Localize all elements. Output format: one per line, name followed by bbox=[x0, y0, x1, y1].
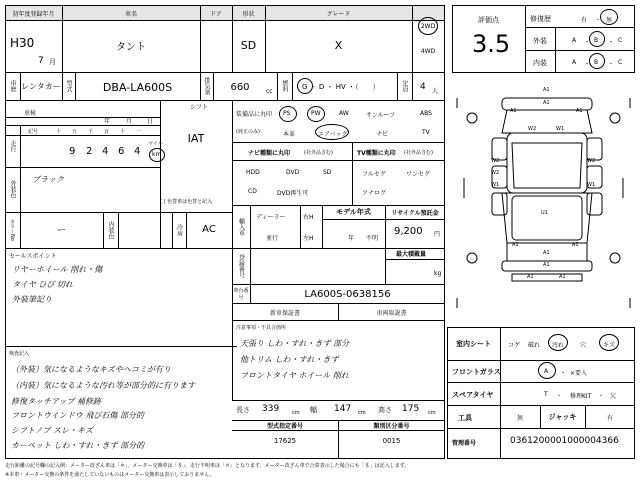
equip-abs: ABS bbox=[420, 110, 432, 117]
parallel-label: 並行 bbox=[266, 235, 279, 242]
mark-16: A1 bbox=[527, 274, 534, 280]
reg-month-value: 7 bbox=[38, 56, 44, 66]
drive-4wd: 4WD bbox=[420, 47, 436, 55]
displacement-label: 排気量 bbox=[203, 77, 210, 95]
length-unit: cm bbox=[292, 410, 300, 416]
sales-point-1: タイヤ ひび 切れ bbox=[12, 280, 73, 289]
sales-point-0: リヤーホイール 削れ・傷 bbox=[12, 265, 103, 274]
navi-dvd: DVD bbox=[286, 169, 300, 176]
ext-grade-a: A bbox=[572, 37, 577, 44]
mgmt-label: 管理番号 bbox=[452, 440, 477, 447]
ext-grade-sep1: ・ bbox=[584, 39, 591, 46]
shift-label: シフト bbox=[190, 104, 209, 111]
left-h: 左H bbox=[303, 235, 314, 242]
ext-grade-b: B bbox=[594, 37, 599, 44]
mark-2: A1 bbox=[510, 108, 517, 114]
int-grade-b: B bbox=[594, 59, 599, 66]
recycle-unit: 円 bbox=[434, 231, 441, 238]
score-label: 評価点 bbox=[478, 16, 499, 24]
inspector-4: シフトノブ スレ・キズ bbox=[11, 426, 93, 435]
equip-tv: TV bbox=[422, 129, 430, 136]
mark-10: W1 bbox=[587, 182, 596, 188]
ext-grade-c: C bbox=[618, 37, 623, 44]
tools-value: 無 bbox=[516, 414, 523, 422]
note-1: 他トリム しわ・すれ・きず bbox=[240, 355, 339, 364]
repair-sep: ・ bbox=[595, 17, 602, 24]
model-year-label: モデル年式 bbox=[336, 208, 371, 216]
color-no-label: カラーNo bbox=[9, 219, 15, 241]
mileage-digit-0: 9 bbox=[69, 146, 76, 157]
max-load-unit: kg bbox=[434, 270, 442, 277]
digit-label-6: 一 bbox=[136, 129, 142, 135]
mileage-digit-3: 6 bbox=[118, 146, 125, 157]
reg-number-label: 登録番号 bbox=[237, 254, 245, 278]
sales-point-label: セールスポイント bbox=[9, 253, 57, 260]
ac-value: AC bbox=[202, 223, 216, 235]
repair-none: 無 bbox=[606, 17, 613, 24]
spare-opt-0: T bbox=[544, 391, 548, 398]
int-grade-a: A bbox=[572, 59, 577, 66]
int-grade-c: C bbox=[618, 59, 623, 66]
tv-oneseg: ワンセグ bbox=[406, 171, 431, 178]
inspector-2: 修復タッチアップ 補修跡 bbox=[11, 397, 101, 406]
height-unit: cm bbox=[428, 410, 436, 416]
recycle-amount: 9,200 bbox=[394, 226, 423, 237]
digit-label-4: 百 bbox=[104, 129, 110, 135]
mile-label: マイル bbox=[148, 141, 163, 147]
grade-label: グレード bbox=[326, 10, 351, 18]
interior-color-label: 内装色 bbox=[107, 221, 114, 239]
inspection-day: 日 bbox=[147, 118, 154, 125]
mark-6: W2 bbox=[491, 158, 500, 164]
km-unit: km bbox=[152, 151, 162, 158]
front-glass-a: A bbox=[544, 368, 549, 375]
equip-navi: ナビ bbox=[376, 131, 389, 138]
spare-opt-1: ・ bbox=[556, 393, 563, 400]
model-year-unit: 年 bbox=[348, 235, 355, 242]
color-note: ( ) 色替車は色替と記入 bbox=[160, 199, 213, 205]
equip-aw: AW bbox=[339, 110, 349, 117]
seat-opt-1: 破れ bbox=[528, 342, 541, 349]
jack-value: 有 bbox=[606, 414, 613, 422]
mark-14: A1 bbox=[543, 250, 550, 256]
repair-yes: 有 bbox=[581, 17, 588, 24]
chassis-value: LA600S-0638156 bbox=[304, 288, 391, 300]
reg-year-label: 初年度登録年月 bbox=[12, 10, 55, 18]
recycle-label: リサイクル預託金 bbox=[391, 209, 439, 217]
fuel-options: G ・ D ・ HV ・（ ） bbox=[302, 83, 380, 91]
height-value: 175 bbox=[402, 404, 420, 414]
classification-label: 車歴 bbox=[9, 80, 16, 92]
navi-hdd: HDD bbox=[246, 169, 260, 176]
sales-point-2: 外装筆記り bbox=[12, 295, 52, 304]
displacement-value: 660 bbox=[230, 81, 250, 93]
mark-8: W1 bbox=[491, 182, 500, 188]
interior-seat-label: 室内シート bbox=[456, 340, 491, 348]
reg-month-unit: 月 bbox=[49, 58, 56, 66]
digit-label-1: 十 bbox=[56, 129, 62, 135]
displacement-unit: cc bbox=[266, 88, 273, 95]
mgmt-value: 0361200001000004366 bbox=[510, 436, 619, 446]
inspector-0: （外装）気になるようなキズやヘコミが有り bbox=[11, 365, 171, 374]
color-no-value: ー bbox=[56, 225, 66, 236]
mark-15: A1 bbox=[543, 262, 550, 268]
equip-sunroof: サンルーフ bbox=[366, 112, 396, 119]
inspection-month: 月 bbox=[126, 118, 133, 125]
right-h: 右H bbox=[303, 214, 314, 221]
cat-no-value: 0015 bbox=[382, 437, 401, 445]
ext-grade-sep2: ・ bbox=[608, 39, 615, 46]
chassis-label: 車台番号 bbox=[233, 288, 249, 301]
reg-year-value: H30 bbox=[10, 36, 35, 50]
equipment-sub: (純正のみ) bbox=[236, 129, 260, 135]
inspection-label: 車検 bbox=[24, 110, 37, 117]
car-name-value: タント bbox=[116, 41, 146, 53]
seat-opt-2: 汚れ bbox=[552, 342, 565, 349]
footer-note-1: ※本車・メーター交換の条件を満たしていないものはメーター交換車は表示しておりません。 bbox=[5, 472, 215, 478]
score-value: 3.5 bbox=[472, 30, 511, 58]
model-value: DBA-LA600S bbox=[102, 80, 173, 94]
note-0: 天張り しわ・すれ・きず 部分 bbox=[240, 339, 350, 348]
shift-value: IAT bbox=[187, 131, 205, 145]
exterior-color-value: ブラック bbox=[32, 175, 64, 184]
jack-label: ジャッキ bbox=[548, 413, 577, 421]
mark-12: A1 bbox=[512, 242, 519, 248]
equipment-label: 装備品に丸印 bbox=[236, 111, 273, 118]
navi-cd: CD bbox=[248, 188, 257, 195]
spare-opt-2: 修理KIT bbox=[570, 393, 592, 400]
navi-dvd-play: DVD再生可 bbox=[277, 190, 309, 197]
shape-label: 形状 bbox=[242, 10, 255, 18]
tv-analog: アナログ bbox=[362, 190, 387, 197]
capacity-label: 定員 bbox=[401, 80, 408, 92]
spare-opt-3: ・ bbox=[598, 393, 605, 400]
front-glass-sep: ・ bbox=[560, 370, 567, 377]
width-value: 147 bbox=[334, 404, 352, 414]
import-label: 輸入車 bbox=[237, 217, 245, 236]
mark-4: W2 bbox=[528, 126, 537, 132]
equip-ps: PS bbox=[283, 110, 291, 117]
digit-label-0: 記号 bbox=[28, 129, 39, 135]
exterior-label: 外装色 bbox=[9, 180, 16, 198]
notes-label: 注意事項・不具合箇所 bbox=[236, 325, 287, 331]
seat-opt-4: キズ bbox=[603, 342, 615, 349]
navi-label: ナビ種類に丸印 bbox=[248, 150, 291, 157]
mileage-label: 走行 bbox=[9, 140, 16, 152]
navi-sub: (社外品含む) bbox=[304, 150, 333, 156]
digit-label-2: 万 bbox=[72, 129, 78, 135]
tv-fullseg: フルセグ bbox=[362, 171, 386, 178]
manual-label: 車両取説書 bbox=[376, 309, 407, 317]
int-grade-sep2: ・ bbox=[608, 61, 615, 68]
new-warranty-label: 新車保証書 bbox=[269, 309, 300, 317]
shape-value: SD bbox=[240, 38, 257, 52]
seat-opt-0: コゲ bbox=[508, 342, 521, 349]
mark-1: A1 bbox=[543, 100, 550, 106]
model-year-unknown: 不明 bbox=[366, 235, 379, 242]
footer-note-0: 走行距離の記号欄の記入例：メーター改ざん車は「＊」、メーター交換車は「＄」、走行不明車は「＃」となります。メーター改ざん車で合算表示した場合にも「＄」は記入します。 bbox=[5, 463, 410, 469]
navi-sd: SD bbox=[323, 169, 332, 176]
equip-leather: 本革 bbox=[283, 131, 296, 138]
mark-17: A1 bbox=[559, 274, 566, 280]
doors-label: ドア bbox=[210, 10, 222, 18]
mark-7: W2 bbox=[491, 170, 500, 176]
max-load-label: 最大積載量 bbox=[396, 251, 427, 258]
mileage-digit-4: 4 bbox=[134, 146, 141, 157]
spare-tire-label: スペアタイヤ bbox=[452, 391, 494, 399]
grade-value: X bbox=[334, 38, 343, 52]
capacity-value: 4 bbox=[420, 82, 426, 92]
type-no-label: 型式指定番号 bbox=[266, 423, 303, 430]
digit-label-5: 十 bbox=[120, 129, 126, 135]
equip-pw: PW bbox=[311, 110, 321, 117]
inspector-3: フロントウインドウ 飛び石傷 部分的 bbox=[11, 411, 144, 420]
drive-2wd: 2WD bbox=[420, 22, 436, 30]
mark-5: W1 bbox=[556, 126, 565, 132]
car-damage-diagram bbox=[452, 78, 635, 322]
int-grade-sep1: ・ bbox=[584, 61, 591, 68]
mark-3: A1 bbox=[576, 108, 583, 114]
mark-13: A1 bbox=[572, 242, 579, 248]
front-glass-x: ×要入 bbox=[570, 370, 588, 377]
capacity-unit: 人 bbox=[432, 88, 439, 95]
digit-label-3: 千 bbox=[88, 129, 94, 135]
mileage-digit-1: 2 bbox=[86, 146, 93, 157]
tools-label: 工具 bbox=[458, 414, 472, 422]
length-value: 339 bbox=[262, 404, 280, 414]
mileage-digit-2: 4 bbox=[102, 146, 109, 157]
equip-airbag: エアバッグ bbox=[318, 131, 348, 138]
note-2: フロントタイヤ ホイール 削れ bbox=[240, 371, 349, 380]
inspection-year: 年 bbox=[104, 118, 111, 125]
type-no-value: 17625 bbox=[273, 437, 297, 445]
tv-sub: (社外品含む) bbox=[404, 150, 433, 156]
inspector-1: （内装）気になるような汚れ等が部分的に有ります bbox=[11, 381, 195, 390]
repair-label: 修復歴 bbox=[530, 15, 551, 23]
front-glass-label: フロントガラス bbox=[452, 368, 501, 376]
inspector-label: 検査記入 bbox=[9, 351, 30, 357]
spare-opt-4: 欠 bbox=[610, 393, 617, 400]
mark-0: A1 bbox=[543, 87, 550, 93]
height-label: 高さ bbox=[378, 406, 392, 414]
model-label: 型式 bbox=[65, 80, 72, 92]
width-unit: cm bbox=[358, 410, 366, 416]
inspector-5: カーペット しわ・すれ・きず 部分的 bbox=[11, 441, 145, 450]
interior-grade-label: 内装 bbox=[533, 59, 547, 67]
length-label: 長さ bbox=[236, 406, 250, 414]
car-outline-svg bbox=[452, 78, 635, 322]
seat-opt-3: 穴 bbox=[580, 342, 587, 349]
mark-11: U1 bbox=[541, 210, 548, 216]
tv-label: TV種類に丸印 bbox=[357, 150, 396, 157]
exterior-grade-label: 外装 bbox=[533, 37, 547, 45]
cat-no-label: 類別区分番号 bbox=[373, 423, 410, 430]
car-name-label: 車名 bbox=[124, 10, 137, 18]
dealer-label: ディーラー bbox=[256, 214, 286, 221]
classification-value: レンタカー bbox=[21, 81, 61, 91]
ac-label: 冷房 bbox=[175, 224, 183, 236]
width-label: 幅 bbox=[310, 406, 317, 414]
fuel-label: 燃料 bbox=[281, 80, 288, 92]
mark-9: W2 bbox=[587, 158, 596, 164]
